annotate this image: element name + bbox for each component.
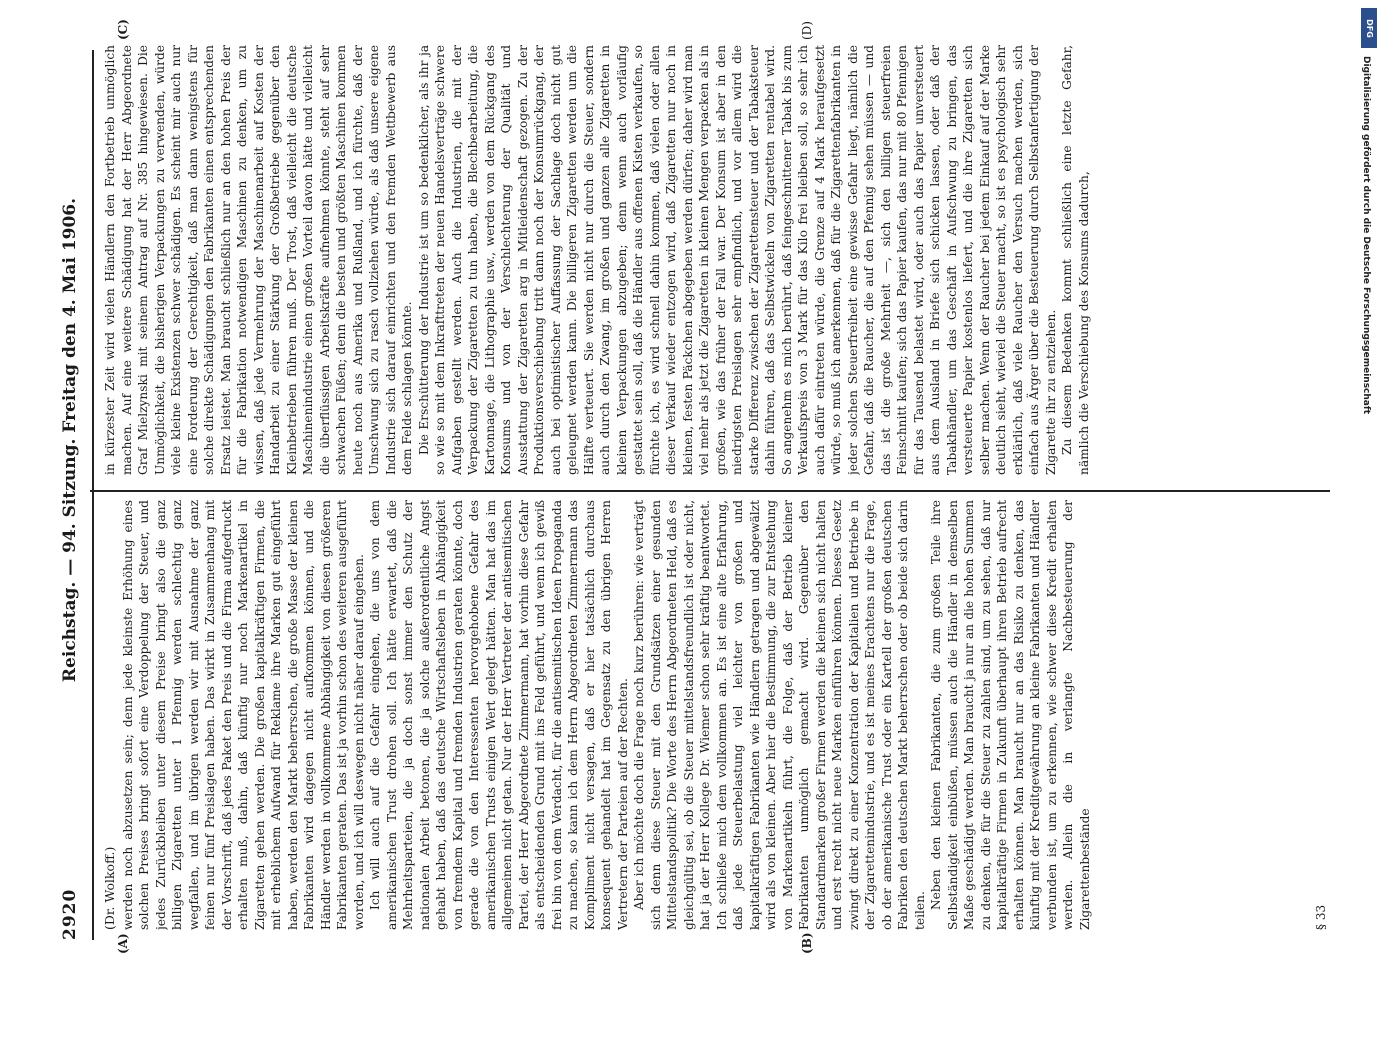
- digitization-credit: [1361, 8, 1379, 992]
- paragraph: Neben den kleinen Fabrikanten, die zum großen Teile ihre Selbständigkeit einbüßen, müssen auch die Händler in demselben Maße geschädigt werden. Man braucht ja nur an die hohen Summen zu denken, die für die Steuer zu zahlen sind, um zu sehen, daß nur kapitalkräftige Firmen in Zukunft überhaupt ihren Betrieb aufrecht erhalten können. Man braucht nur an das Risiko zu denken, das künftig mit der Kreditgewährung an kleine Fabrikanten und Händler verbunden ist, um zu erkennen, wie schwer diese Kredit erhalten werden. Allein die in verlangte Nachbesteuerung der Zigarettenbestände: [929, 500, 1092, 930]
- paragraph: Aber ich möchte doch die Frage noch kurz berühren: wie verträgt sich denn diese Steuer mit den Grundsätzen einer gesunden Mittelstandspolitik? Die Worte des Herrn Abgeordneten Held, daß es gleichgültig sei, ob die Steuer mittelstandsfreundlich ist oder nicht, hat ja der Herr Kollege Dr. Wiemer schon sehr kräftig beantwortet. Ich schließe mich dem vollkommen an. Es ist eine alte Erfahrung, daß jede Steuerbelastung viel leichter von großen und kapitalkräftigen Fabrikanten wie Händlern getragen und abgewälzt wird als von kleinen. Aber hier die Bestimmung, die zur Entstehung von Markenartikeln führt, die Folge, daß der Betrieb kleiner Fabrikanten unmöglich gemacht wird. Gegenüber den Standardmarken großer Firmen werden die kleinen sich nicht halten und erst recht nicht neue Marken einführen können. Dieses Gesetz zwingt direkt zu einer Konzentration der Kapitalien und Betriebe in der Zigarettenindustrie, und es ist meines Erachtens nur die Frage, ob der amerikanische Trust oder ein Kartell der großen deutschen Fabriken den deutschen Markt beherrschen oder ob beide sich darin teilen.: [632, 500, 927, 930]
- dfg-logo-icon: [1361, 8, 1377, 48]
- paragraph: Zu diesem Bedenken kommt schließlich eine letzte Gefahr, nämlich die Verschiebung des Konsums dadurch,: [1060, 45, 1091, 475]
- page-header: [60, 60, 84, 940]
- margin-marker-c: (C): [116, 19, 130, 40]
- speaker-label: (Dr. Wolkoff.): [102, 846, 117, 930]
- dfg-logo-text: DFG: [1364, 18, 1374, 38]
- margin-marker-a: (A): [116, 933, 130, 954]
- paragraph: Ich will auch auf die Gefahr eingehen, die uns von dem amerikanischen Trust drohen soll. Ich hätte erwartet, daß die Mehrheitsparteien, die ja doch sonst immer den Schutz der nationalen Arbeit betonen, die ja solche außerordentliche Angst gehabt haben, daß das deutsche Wirtschaftsleben in Abhängigkeit von fremdem Kapital und fremden Industrien geraten könnte, doch gerade die von den Interessenten hervorgehobene Gefahr des amerikanischen Trusts einigen Wert gelegt hätten. Man hat das im allgemeinen nicht getan. Nur der Herr Vertreter der antisemitischen Partei, der Herr Abgeordnete Zimmermann, hat vorhin diese Gefahr als entscheidenden Grund mit ins Feld geführt, und wenn ich gewiß frei bin von dem Verdacht, für die antisemitischen Ideen Propaganda zu machen, so kann ich dem Herrn Abgeordneten Zimmermann das Kompliment nicht versagen, daß er hier tatsächlich durchaus konsequent gehandelt hat im Gegensatz zu den übrigen Herren Vertretern der Parteien auf der Rechten.: [368, 500, 630, 930]
- column-divider: [90, 490, 1330, 492]
- paragraph: Die Erschütterung der Industrie ist um so bedenklicher, als ihr ja so wie so mit dem Inkrafttreten der neuen Handelsverträge schwere Aufgaben gestellt werden. Auch die Industrien, die mit der Verpackung der Zigaretten zu tun haben, die Blechbearbeitung, die Kartonnage, die Lithographie usw., werden von dem Rückgang des Konsums und von der Verschlechterung der Qualität und Ausstattung der Zigaretten arg in Mitleidenschaft gezogen. Zu der Produktionsverschiebung tritt dann noch der Konsumrückgang, der auch bei optimistischer Auffassung der Sachlage doch nicht gut geleugnet werden kann. Die billigeren Zigaretten werden um die Hälfte verteuert. Sie werden nicht nur durch die Steuer, sondern auch durch den Zwang, im großen und ganzen alle Zigaretten in kleinen Verpackungen abzugeben; denn wenn auch vorläufig gestattet sein soll, daß die Händler aus offenen Kisten verkaufen, so fürchte ich, es wird schnell dahin kommen, daß vielen oder allen dieser Verkauf wieder entzogen wird, daß Zigaretten nur noch in kleinen, festen Päckchen abgegeben werden dürfen; daher wird man viel mehr als jetzt die Zigaretten in kleinen Mengen verpacken als in großen, wie das früher der Fall war. Der Konsum ist aber in den niedrigsten Preislagen sehr empfindlich, und vor allem wird die starke Differenz zwischen der Zigarettensteuer und der Tabaksteuer dahin führen, daß das Selbstwickeln von Zigaretten rentabel wird. So angenehm es mich berührt, daß feingeschnittener Tabak bis zum Verkaufspreis von 3 Mark für das Kilo frei bleiben soll, so sehr ich auch dafür eintreten würde, die Grenze auf 4 Mark heraufgesetzt würde, so muß ich anerkennen, daß für die Zigarettenfabrikanten in jeder solchen Steuerfreiheit eine gewisse Gefahr liegt, nämlich die Gefahr, daß die Raucher, die auf den Pfennig sehen müssen — und das ist die große Mehrheit —, sich den billigen steuerfreien Feinschnitt kaufen; sich das Papier kaufen, das nur mit 80 Pfennigen für das Tausend belastet wird, oder auch das Papier unversteuert aus dem Ausland in Briefe sich schicken lassen, oder daß der Tabakhändler, um das Geschäft in Aufschwung zu bringen, das versteuerte Papier kostenlos liefert, und die ihre Zigaretten sich selber machen. Wenn der Raucher bei jedem Einkauf auf der Marke deutlich sieht, wieviel die Steuer macht, so ist es psychologisch sehr erklärlich, daß viele Raucher den Versuch machen werden, sich einfach aus Ärger über die Besteuerung durch Selbstanfertigung der Zigarette ihr zu entziehen.: [416, 45, 1058, 475]
- margin-marker-b: (B): [800, 932, 814, 954]
- document-page: [30, 0, 1330, 1000]
- margin-marker-d: (D): [800, 21, 814, 40]
- page-number: 2920: [60, 888, 80, 940]
- paragraph: in kürzester Zeit wird vielen Händlern den Fortbetrieb unmöglich machen. Auf eine weitere Schädigung hat der Herr Abgeordnete Graf Mielzynski mit seinem Antrag auf Nr. 385 hingewiesen. Die Unmöglichkeit, die bisherigen Verpackungen zu verwenden, würde viele kleine Existenzen schwer schädigen. Es scheint mir auch nur eine Forderung der Gerechtigkeit, daß man dann wenigstens für solche direkte Schädigungen den Fabrikanten einen entsprechenden Ersatz leistet. Man braucht schließlich nur an den hohen Preis der für die Fabrikation notwendigen Maschinen zu denken, um zu wissen, daß jede Vermehrung der Maschinenarbeit auf Kosten der Handarbeit zu einer Stärkung der Großbetriebe gegenüber den Kleinbetrieben führen muß. Der Trost, daß vielleicht die deutsche Maschinenindustrie einen großen Vorteil davon hätte und vielleicht die überflüssigen Arbeitskräfte aufnehmen könnte, steht auf sehr schwachen Füßen; denn die besten und größten Maschinen kommen heute noch aus Amerika und Rußland, und ich fürchte, daß der Umschwung sich zu rasch vollziehen würde, als daß unsere eigene Industrie sich darauf einrichten und den fremden Wettbewerb aus dem Felde schlagen könnte.: [103, 45, 414, 475]
- footnote-reference: § 33: [1314, 904, 1328, 930]
- header-rule: [92, 50, 94, 940]
- credit-text: Digitalisierung gefördert durch die Deutsche Forschungsgemeinschaft: [1361, 56, 1371, 415]
- paragraph: werden noch abzusetzen sein; denn jede kleinste Erhöhung eines solchen Preises bringt sofort eine Verdoppelung der Steuer, und jedes Zurückbleiben unter diesem Preise bringt also die ganz billigen Zigaretten unter 1 Pfennig werden schlechtig ganz wegfallen, und im übrigen werden wir mit Ausnahme der ganz feinen nur fünf Preislagen haben. Das wirkt in Zusammenhang mit der Vorschrift, daß jedes Paket den Preis und die Firma aufgedruckt erhalten muß, dahin, daß künftig nur noch Markenartikel in Zigaretten gehen werden. Die großen kapitalkräftigen Firmen, die mit erheblichem Aufwand für Reklame ihre Marken gut eingeführt haben, werden den Markt beherrschen, die große Masse der kleinen Fabrikanten wird dagegen nicht aufkommen können, und die Händler werden in vollkommene Abhängigkeit von diesen größeren Fabrikanten geraten. Das ist ja vorhin schon des weiteren ausgeführt worden, und ich will deswegen nicht näher darauf eingehen.: [120, 500, 366, 930]
- right-column: [102, 45, 1312, 475]
- running-title: Reichstag. — 94. Sitzung. Freitag den 4. Mai 1906.: [60, 197, 80, 683]
- left-column: [102, 500, 1312, 930]
